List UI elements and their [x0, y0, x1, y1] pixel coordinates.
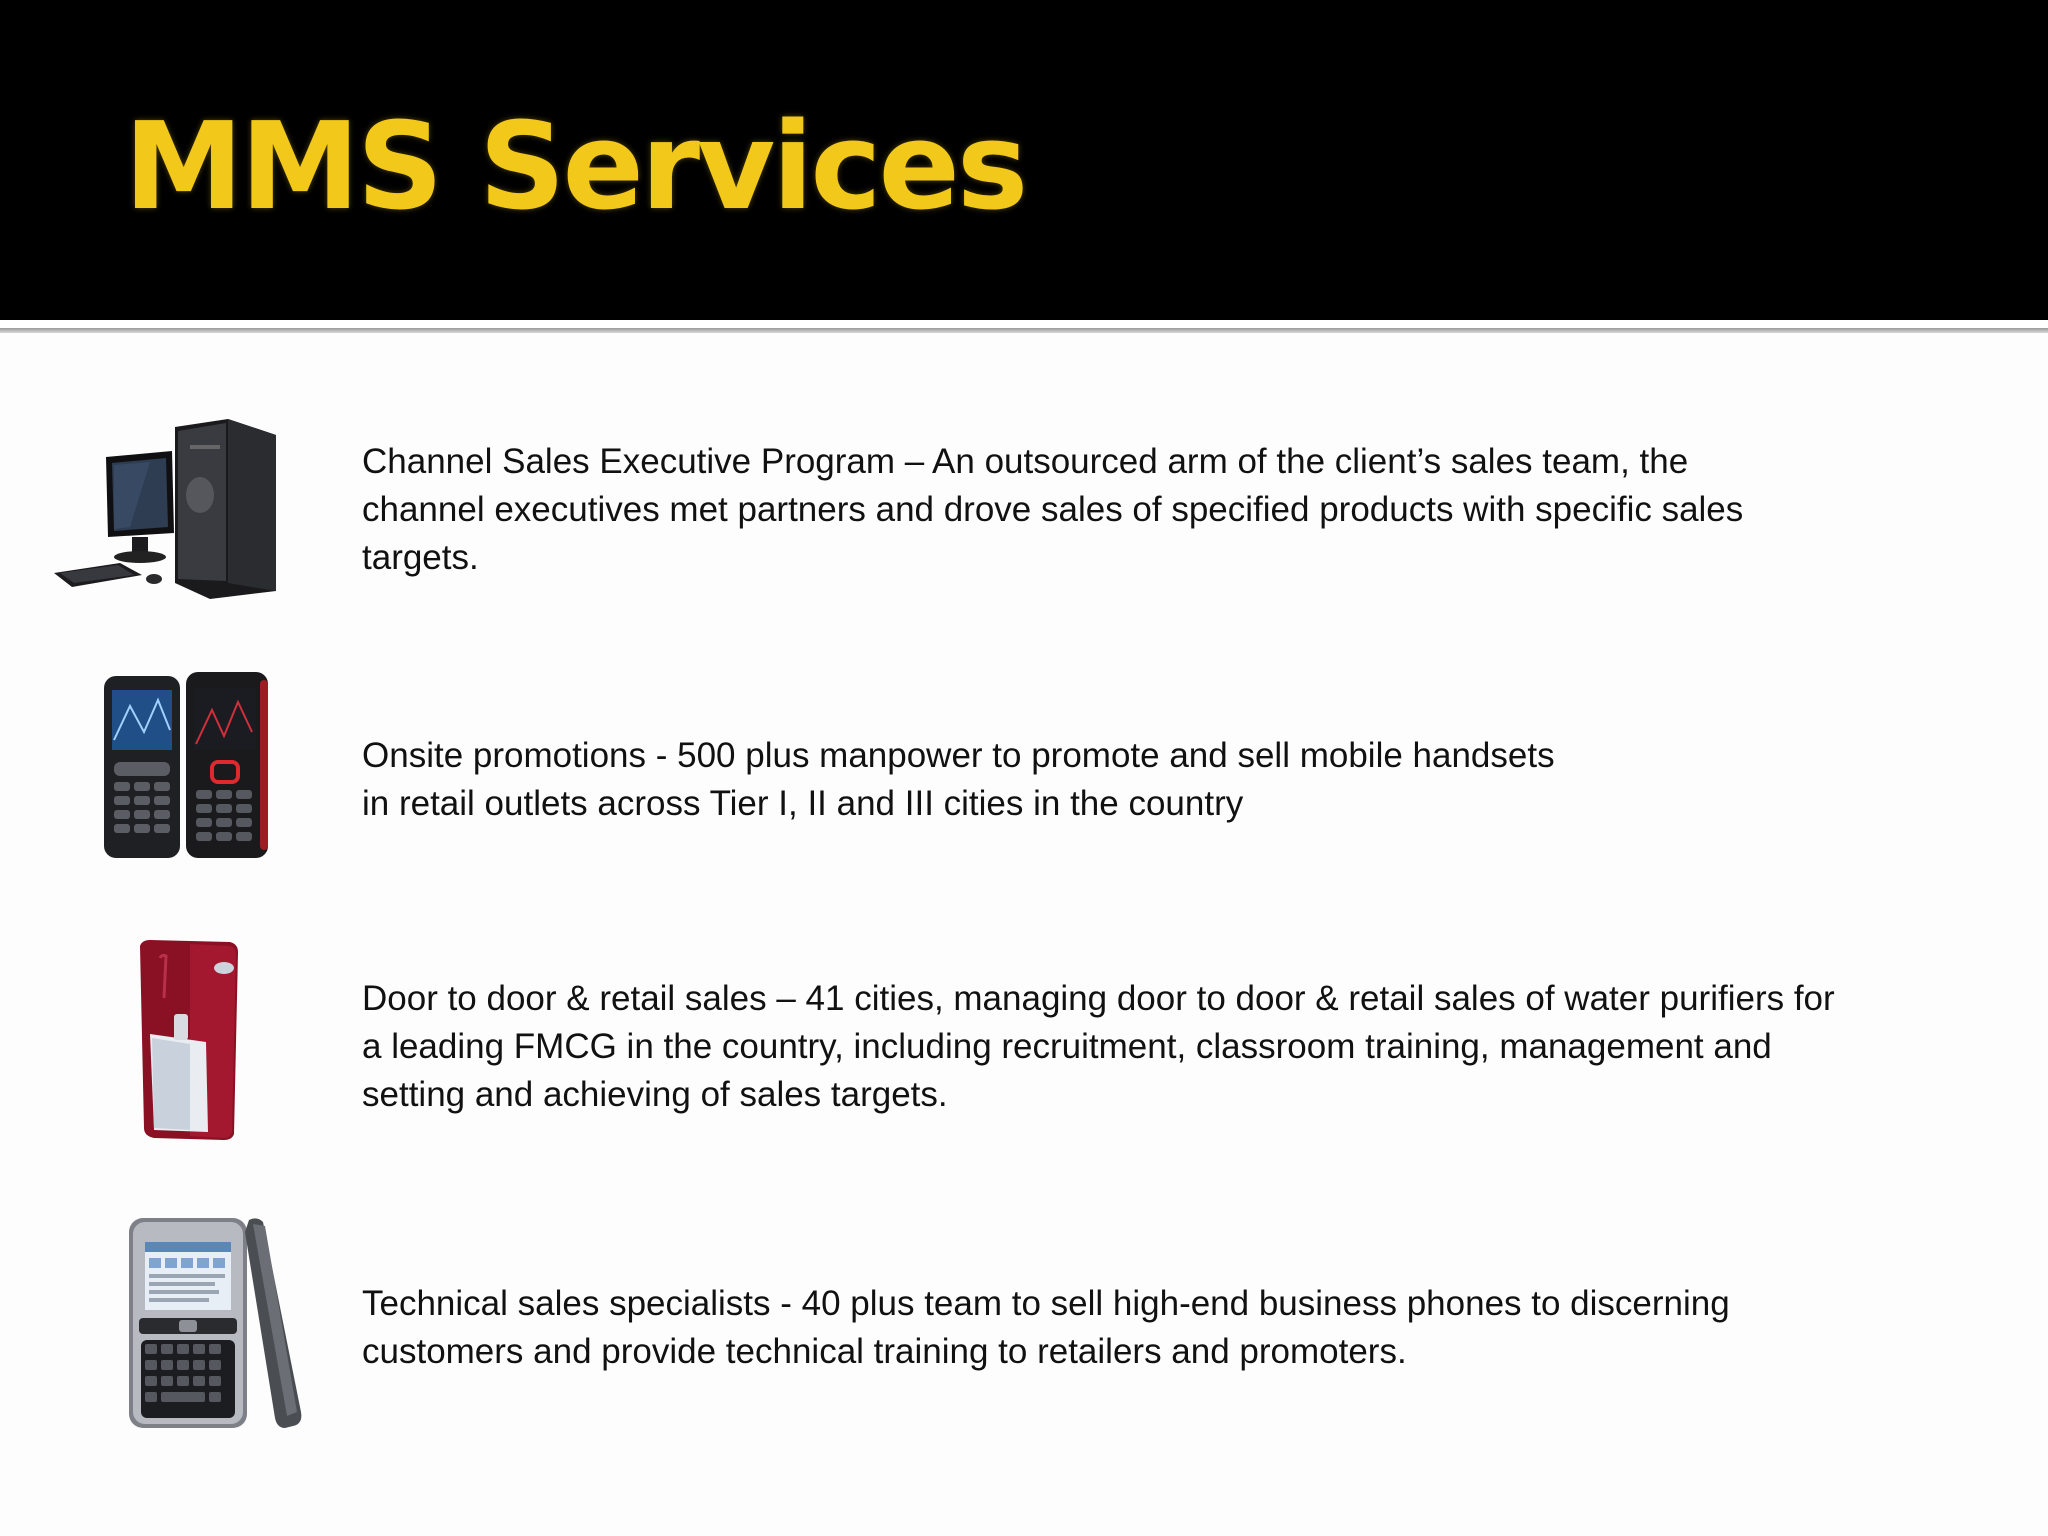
- item-text-technical-sales: [362, 1280, 1922, 1376]
- item-line: Channel Sales Executive Program – An outsourced arm of the client’s sales team, the: [362, 442, 1689, 481]
- item-line: setting and achieving of sales targets.: [362, 1075, 948, 1114]
- title-banner: [0, 0, 2048, 320]
- item-line: targets.: [362, 538, 479, 577]
- item-line: customers and provide technical training to retailers and promoters.: [362, 1332, 1407, 1371]
- item-line: a leading FMCG in the country, including recruitment, classroom training, management and: [362, 1027, 1772, 1066]
- item-line: channel executives met partners and drove sales of specified products with specific sales: [362, 490, 1744, 529]
- item-text-door-to-door: [362, 975, 1922, 1119]
- item-text-onsite-promotions: [362, 732, 1922, 828]
- item-line: Door to door & retail sales – 41 cities, managing door to door & retail sales of water purifiers for: [362, 979, 1835, 1018]
- item-line: Technical sales specialists - 40 plus team to sell high-end business phones to discerning: [362, 1284, 1730, 1323]
- header-separator-gap: [0, 320, 2048, 328]
- item-text-channel-sales: [362, 438, 1922, 582]
- item-line: Onsite promotions - 500 plus manpower to promote and sell mobile handsets: [362, 736, 1555, 775]
- business-phone-icon: [125, 1212, 303, 1434]
- water-purifier-icon: [130, 938, 242, 1142]
- desktop-computer-icon: [50, 415, 280, 600]
- item-line: in retail outlets across Tier I, II and III cities in the country: [362, 784, 1244, 823]
- header-divider: [0, 328, 2048, 333]
- mobile-handsets-icon: [100, 670, 272, 862]
- slide-title: MMS Services: [124, 98, 1026, 237]
